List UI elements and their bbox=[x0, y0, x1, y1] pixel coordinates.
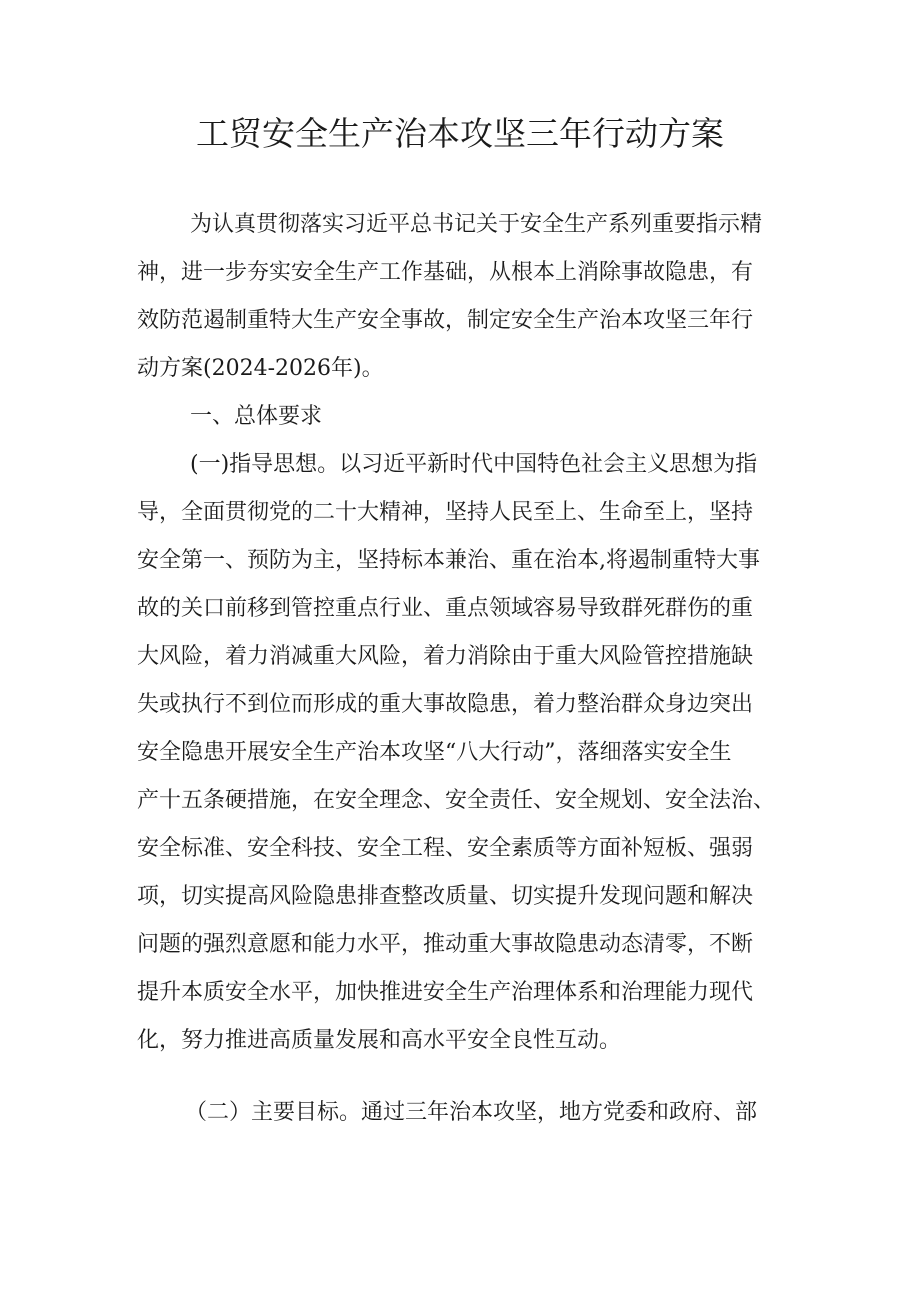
paragraph-line: 故的关口前移到管控重点行业、重点领域容易导致群死群伤的重 bbox=[137, 596, 754, 621]
paragraph-line: （二）主要目标。通过三年治本攻坚，地方党委和政府、部 bbox=[185, 1100, 758, 1125]
paragraph-line: 安全隐患开展安全生产治本攻坚“八大行动”，落细落实安全生 bbox=[137, 740, 732, 765]
paragraph-line: 提升本质安全水平，加快推进安全生产治理体系和治理能力现代 bbox=[137, 980, 754, 1005]
paragraph-line: 大风险，着力消减重大风险，着力消除由于重大风险管控措施缺 bbox=[137, 644, 754, 669]
paragraph-line: 为认真贯彻落实习近平总书记关于安全生产系列重要指示精 bbox=[190, 212, 763, 237]
paragraph-line: 安全第一、预防为主，坚持标本兼治、重在治本,将遏制重特大事 bbox=[137, 548, 760, 573]
paragraph-line: 项，切实提高风险隐患排查整改质量、切实提升发现问题和解决 bbox=[137, 884, 754, 909]
paragraph-line: 产十五条硬措施，在安全理念、安全责任、安全规划、安全法治、 bbox=[137, 788, 776, 813]
paragraph-line: 安全标准、安全科技、安全工程、安全素质等方面补短板、强弱 bbox=[137, 836, 754, 861]
section-heading: 一、总体要求 bbox=[190, 404, 323, 429]
paragraph-line: 失或执行不到位而形成的重大事故隐患，着力整治群众身边突出 bbox=[137, 692, 754, 717]
paragraph-line: (一)指导思想。以习近平新时代中国特色社会主义思想为指 bbox=[190, 452, 758, 477]
paragraph-line: 化，努力推进高质量发展和高水平安全良性互动。 bbox=[137, 1028, 622, 1053]
paragraph-line: 效防范遏制重特大生产安全事故，制定安全生产治本攻坚三年行 bbox=[137, 308, 754, 333]
paragraph-line: 神，进一步夯实安全生产工作基础，从根本上消除事故隐患，有 bbox=[137, 260, 754, 285]
paragraph-line: 动方案(2024-2026年)。 bbox=[137, 356, 384, 381]
paragraph-line: 导，全面贯彻党的二十大精神，坚持人民至上、生命至上，坚持 bbox=[137, 500, 754, 525]
paragraph-line: 问题的强烈意愿和能力水平，推动重大事故隐患动态清零，不断 bbox=[137, 932, 754, 957]
document-title: 工贸安全生产治本攻坚三年行动方案 bbox=[196, 114, 724, 153]
